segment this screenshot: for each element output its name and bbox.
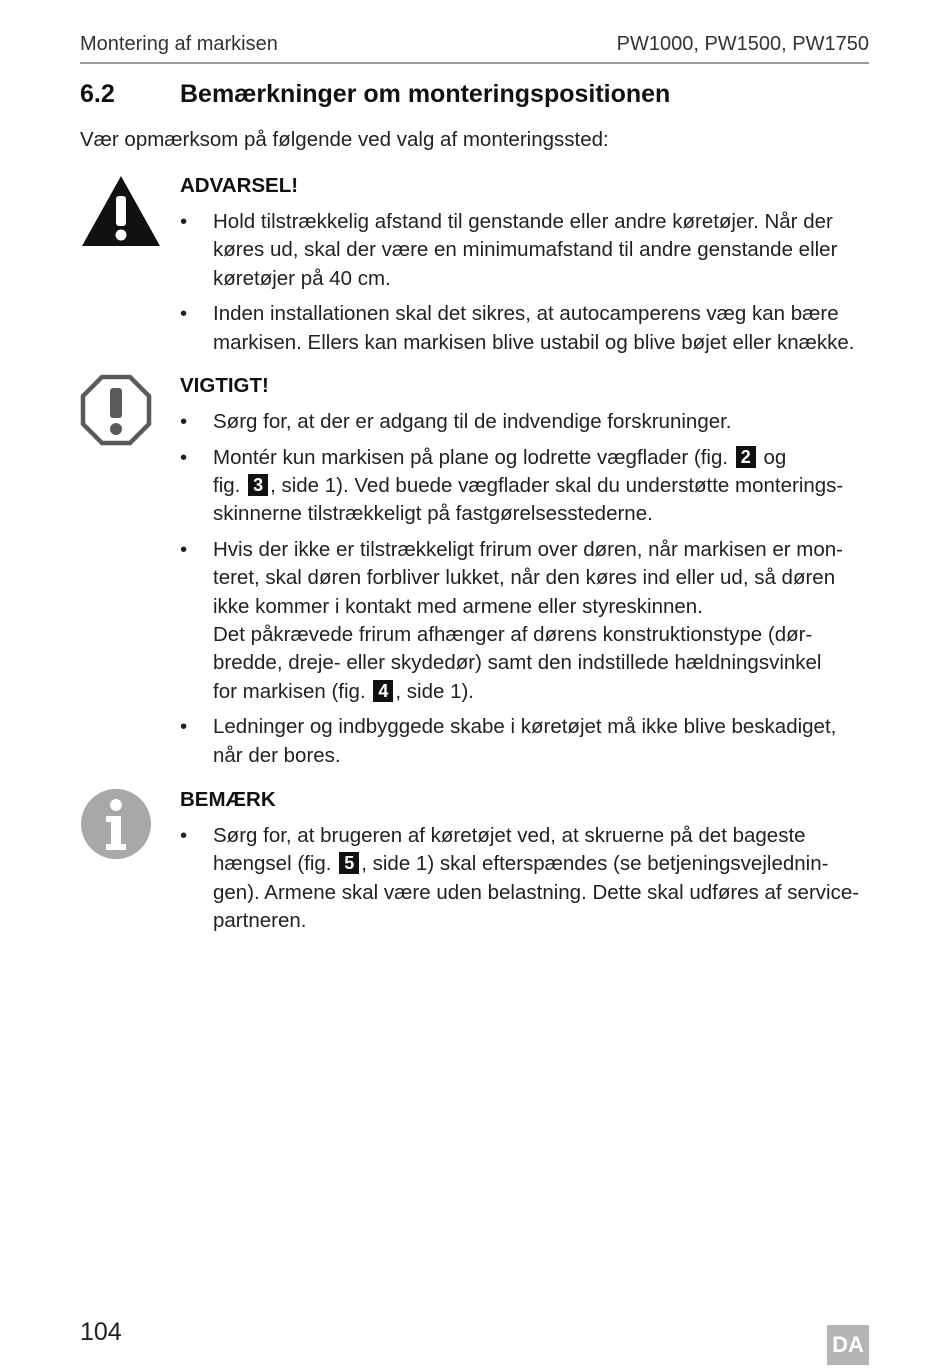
list-item: • Ledninger og indbyggede skabe i køretøjet må ikke blive beskadiget, når der bores.: [180, 713, 870, 770]
language-badge: DA: [827, 1325, 869, 1365]
warning-notice: [80, 174, 870, 364]
note-list: [180, 822, 870, 943]
warning-list: [180, 208, 870, 364]
intro-text: Vær opmærksom på følgende ved valg af monteringssted:: [80, 128, 609, 151]
figure-reference: 2: [736, 446, 756, 468]
header-chapter: Montering af markisen: [80, 33, 278, 55]
list-item: • Sørg for, at brugeren af køretøjet ved, at skruerne på det bageste hængsel (fig. 5 , side 1) skal efterspændes (se betjeningsvejlednin- gen). Armene skal være uden belastning. Dette skal udføres af service- partneren.: [180, 822, 870, 935]
figure-reference: 4: [373, 680, 393, 702]
section-number: 6.2: [80, 80, 115, 108]
list-item: • Inden installationen skal det sikres, at autocamperens væg kan bære markisen. Ellers kan markisen blive ustabil og blive bøjet eller knække.: [180, 300, 870, 357]
list-item: • Sørg for, at der er adgang til de indvendige forskruninger.: [180, 408, 870, 436]
important-list: [180, 408, 870, 778]
note-heading: BEMÆRK: [180, 788, 276, 811]
important-heading: VIGTIGT!: [180, 374, 269, 397]
section-heading: Bemærkninger om monteringspositionen: [180, 80, 671, 108]
warning-heading: ADVARSEL!: [180, 174, 299, 197]
list-item: • Montér kun markisen på plane og lodrette vægflader (fig. 2 og fig. 3 , side 1). Ved buede vægflader skal du understøtte monterings- skinnerne tilstrækkeligt på fastgørelsesstederne.: [180, 444, 870, 529]
figure-reference: 5: [339, 852, 359, 874]
info-circle-icon: [80, 788, 152, 860]
header-models: PW1000, PW1500, PW1750: [616, 33, 869, 55]
list-item: • Hold tilstrækkelig afstand til genstande eller andre køretøjer. Når der køres ud, skal der være en minimumafstand til andre genstande eller køretøjer på 40 cm.: [180, 208, 870, 293]
note-notice: [80, 788, 870, 948]
section-title: [80, 80, 670, 109]
important-octagon-icon: [80, 374, 152, 446]
figure-reference: 3: [248, 474, 268, 496]
list-item: • Hvis der ikke er tilstrækkeligt frirum over døren, når markisen er mon- teret, skal døren forbliver lukket, når den køres ind eller ud, så døren ikke kommer i kontakt med armene eller styreskinnen. Det påkrævede frirum afhænger af dørens konstruktionstype (dør- bredde, dreje- eller skydedør) samt den indstillede hældningsvinkel for markisen (fig. 4 , side 1).: [180, 536, 870, 706]
page-header: [80, 30, 869, 64]
page-number: 104: [80, 1318, 122, 1346]
important-notice: [80, 374, 870, 774]
warning-triangle-icon: [80, 174, 162, 248]
